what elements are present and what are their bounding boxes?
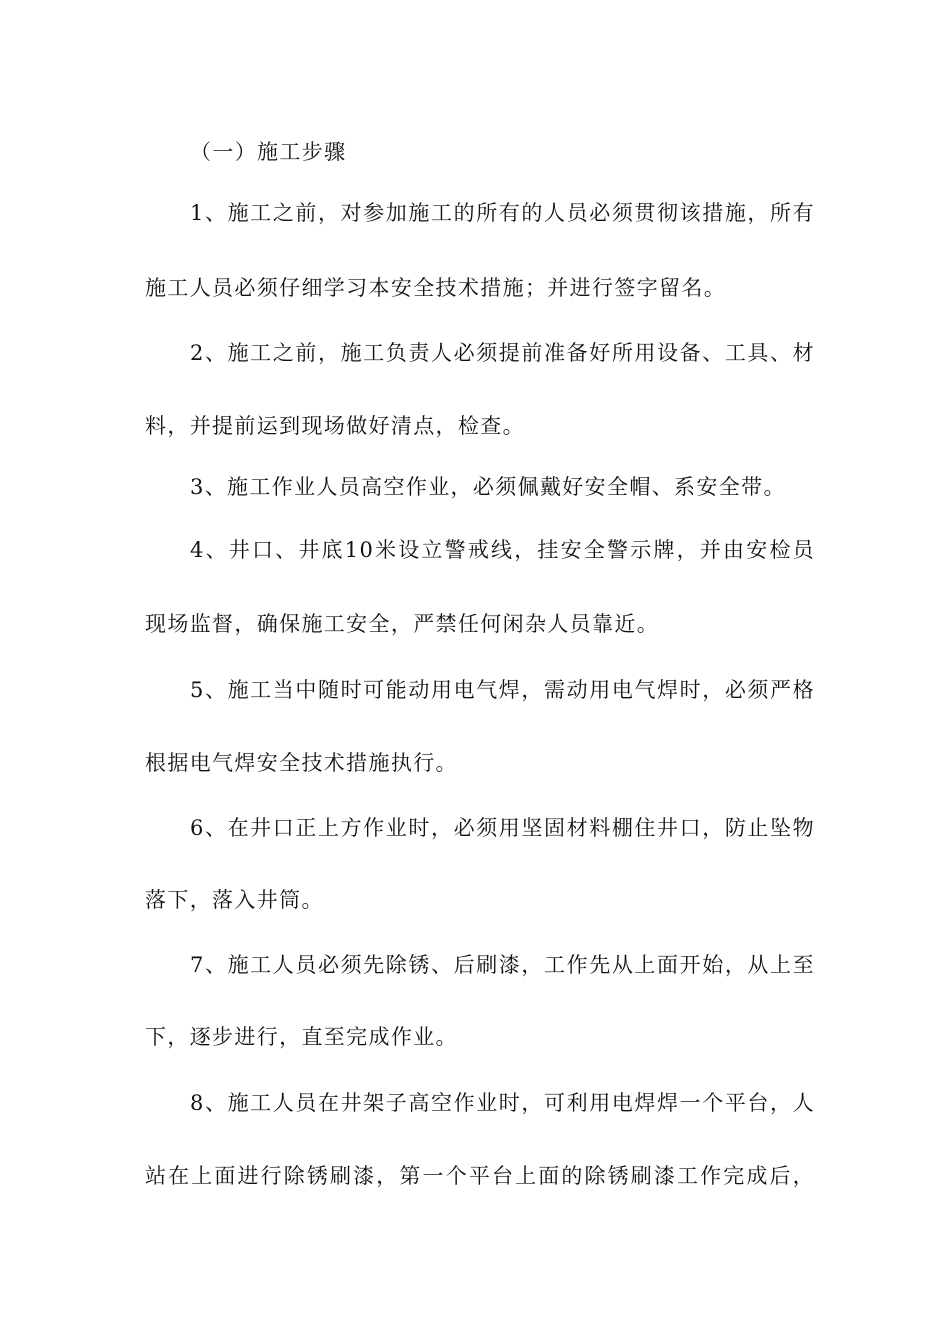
paragraph-5-line-2: 根据电气焊安全技术措施执行。 xyxy=(145,751,458,775)
paragraph-3-line-1: 3、施工作业人员高空作业，必须佩戴好安全帽、系安全带。 xyxy=(190,475,786,499)
paragraph-4-line-1: 4、井口、井底10米设立警戒线，挂安全警示牌，并由安检员 xyxy=(190,538,815,562)
paragraph-1-line-1: 1、施工之前，对参加施工的所有的人员必须贯彻该措施，所有 xyxy=(190,201,815,225)
paragraph-7-line-2: 下，逐步进行，直至完成作业。 xyxy=(145,1025,458,1049)
paragraph-1-line-2: 施工人员必须仔细学习本安全技术措施；并进行签字留名。 xyxy=(145,276,727,300)
paragraph-6-line-1: 6、在井口正上方作业时，必须用坚固材料棚住井口，防止坠物 xyxy=(190,816,815,840)
paragraph-4-line-2: 现场监督，确保施工安全，严禁任何闲杂人员靠近。 xyxy=(145,612,660,636)
paragraph-2-line-2: 料，并提前运到现场做好清点，检查。 xyxy=(145,414,525,438)
paragraph-8-line-2: 站在上面进行除锈刷漆，第一个平台上面的除锈刷漆工作完成后， xyxy=(145,1164,815,1188)
paragraph-7-line-1: 7、施工人员必须先除锈、后刷漆，工作先从上面开始，从上至 xyxy=(190,953,815,977)
paragraph-2-line-1: 2、施工之前，施工负责人必须提前准备好所用设备、工具、材 xyxy=(190,341,815,365)
paragraph-8-line-1: 8、施工人员在井架子高空作业时，可利用电焊焊一个平台，人 xyxy=(190,1091,815,1115)
paragraph-5-line-1: 5、施工当中随时可能动用电气焊，需动用电气焊时，必须严格 xyxy=(190,678,815,702)
section-heading: （一）施工步骤 xyxy=(190,140,347,164)
paragraph-6-line-2: 落下，落入井筒。 xyxy=(145,888,324,912)
